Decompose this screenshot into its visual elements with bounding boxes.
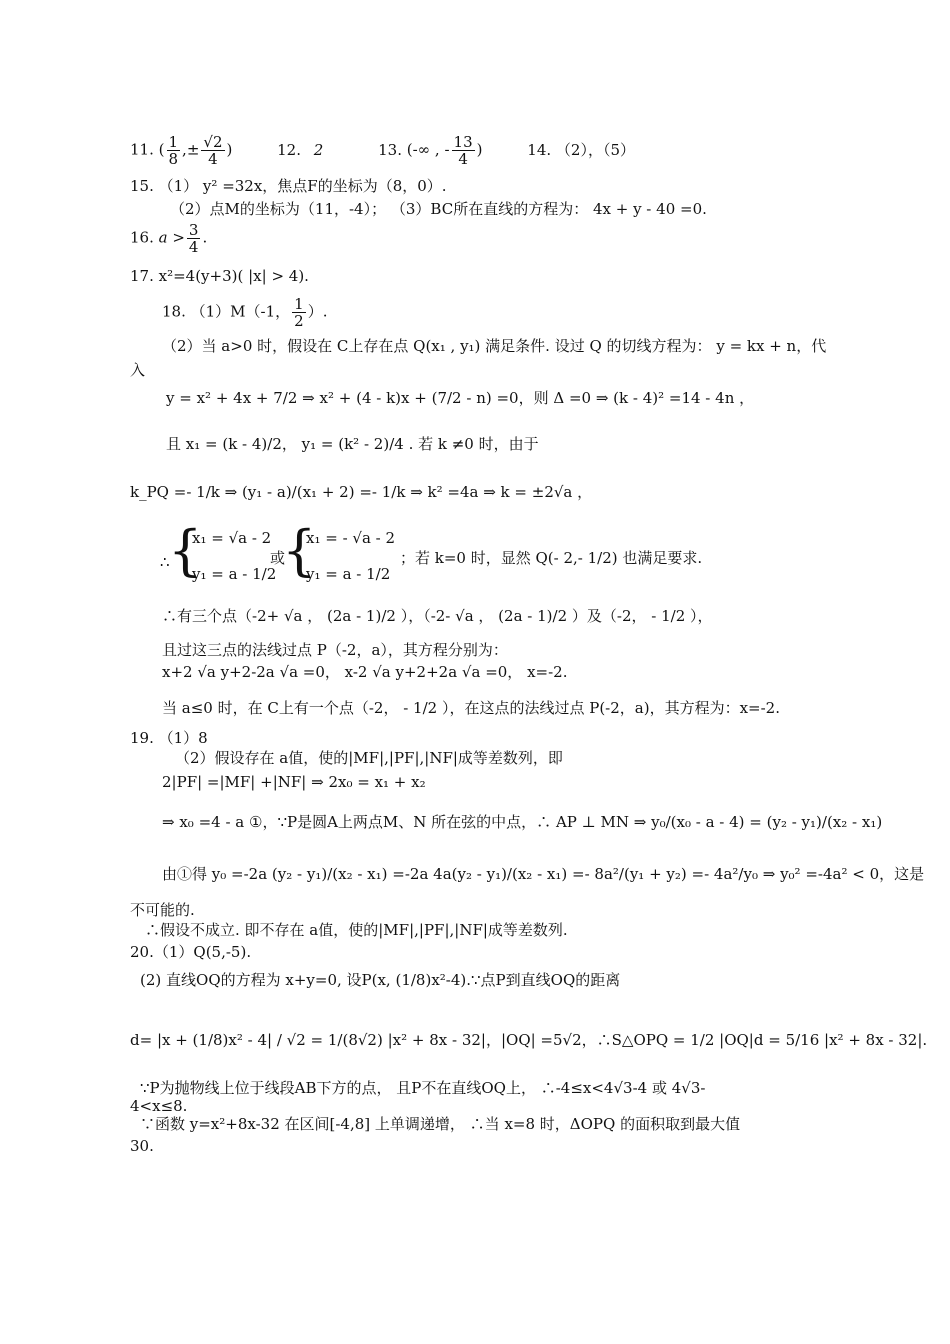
q19-line4: ⇒ x₀ =4 - a ①，∵P是圆A上两点M、N 所在弦的中点，∴ AP ⊥ MN ⇒ y₀/(x₀ - a - 4) = (y₂ - y₁)/(x₂ - x₁) bbox=[162, 813, 883, 831]
fraction-den: 4 bbox=[188, 238, 199, 256]
answer-13-label: 13. bbox=[378, 140, 402, 159]
q19-line5: 由①得 y₀ =-2a (y₂ - y₁)/(x₂ - x₁) =-2a 4a(y₂ - y₁)/(x₂ - x₁) =- 8a²/(y₁ + y₂) =- 4a²/y₀ ⇒ y₀² =-4a² < 0，这是 bbox=[162, 865, 925, 883]
q18-line5: 且 x₁ = (k - 4)/2， y₁ = (k² - 2)/4 . 若 k ≠0 时，由于 bbox=[166, 435, 539, 453]
q16 bbox=[130, 222, 207, 255]
q19-line2: （2）假设存在 a值，使的|MF|,|PF|,|NF|成等差数列，即 bbox=[175, 749, 563, 767]
q18-line8: ∴有三个点（-2+ √a ， (2a - 1)/2 ），（-2- √a ， (2a - 1)/2 ）及（-2， - 1/2 ）， bbox=[162, 607, 713, 625]
system1-eq2: y₁ = a - 1/2 bbox=[192, 565, 277, 583]
answer-11-mid: ,± bbox=[182, 140, 200, 159]
fraction-num: 1 bbox=[168, 133, 179, 151]
system2-eq2: y₁ = a - 1/2 bbox=[306, 565, 391, 583]
q18-line3: 入 bbox=[130, 361, 146, 379]
q18-line2: （2）当 a>0 时，假设在 C上存在点 Q(x₁ , y₁) 满足条件. 设过 Q 的切线方程为： y = kx + n，代 bbox=[162, 337, 827, 355]
q18-line4: y = x² + 4x + 7/2 ⇒ x² + (4 - k)x + (7/2 - n) =0，则 Δ =0 ⇒ (k - 4)² =14 - 4n ， bbox=[166, 389, 755, 407]
fraction-den: 4 bbox=[208, 150, 218, 168]
fraction-num: √2 bbox=[203, 133, 223, 151]
answer-13-end: ) bbox=[476, 140, 483, 159]
answer-13-interval: (-∞ , - bbox=[406, 140, 450, 159]
q16-end: . bbox=[202, 228, 208, 247]
fraction bbox=[452, 134, 475, 167]
fraction-num: 1 bbox=[294, 295, 304, 313]
q20-line3: d= |x + (1/8)x² - 4| / √2 = 1/(8√2) |x² + 8x - 32|，|OQ| =5√2，∴S△OPQ = 1/2 |OQ|d = 5/16 |x² + 8x - 32|. bbox=[130, 1031, 928, 1049]
q20-line7: 30. bbox=[130, 1137, 154, 1155]
answers-11-14 bbox=[130, 134, 635, 167]
fraction-den: 2 bbox=[294, 312, 304, 330]
q15-line1: 15. （1） y² =32x，焦点F的坐标为（8，0）. bbox=[130, 177, 447, 195]
q16-var: a > bbox=[158, 228, 185, 247]
left-brace-icon: { bbox=[282, 519, 317, 582]
fraction bbox=[187, 222, 201, 255]
q20-line6: ∵函数 y=x²+8x-32 在区间[-4,8] 上单调递增， ∴当 x=8 时，ΔOPQ 的面积取到最大值 bbox=[140, 1115, 741, 1133]
q18-line11: 当 a≤0 时，在 C上有一个点（-2， - 1/2 ），在这点的法线过点 P(-2，a)，其方程为：x=-2. bbox=[162, 699, 780, 717]
q17: 17. x²=4(y+3)( |x| > 4). bbox=[130, 267, 309, 285]
fraction bbox=[292, 296, 306, 329]
q18-part1-end: ）. bbox=[307, 302, 328, 321]
answer-11-paren: ) bbox=[226, 140, 233, 159]
answer-11-label: 11. bbox=[130, 140, 154, 159]
answer-11-paren: ( bbox=[158, 140, 165, 159]
fraction-den: 8 bbox=[168, 150, 179, 168]
q19-line1: 19. （1）8 bbox=[130, 729, 208, 747]
answer-14: 14. （2），（5） bbox=[527, 140, 635, 159]
fraction bbox=[167, 134, 181, 167]
q18-line7-tail: ；若 k=0 时，显然 Q(- 2,- 1/2) 也满足要求. bbox=[400, 549, 703, 567]
q18-line9: 且过这三点的法线过点 P（-2，a），其方程分别为： bbox=[162, 641, 508, 659]
q18-part1: 18. （1）M（-1， bbox=[162, 302, 291, 321]
q20-line1: 20.（1）Q(5,-5). bbox=[130, 943, 252, 961]
q20-line2: (2) 直线OQ的方程为 x+y=0, 设P(x, (1/8)x²-4).∵点P到直线OQ的距离 bbox=[140, 971, 621, 989]
system2-eq1: x₁ = - √a - 2 bbox=[306, 529, 396, 547]
fraction-num: 13 bbox=[453, 133, 473, 151]
answer-12-label: 12. bbox=[277, 140, 301, 159]
q18-line1 bbox=[162, 296, 327, 329]
q18-line10: x+2 √a y+2-2a √a =0， x-2 √a y+2+2a √a =0， x=-2. bbox=[162, 663, 568, 681]
answer-12-value: 2 bbox=[313, 140, 324, 159]
q19-line7: ∴假设不成立. 即不存在 a值，使的|MF|,|PF|,|NF|成等差数列. bbox=[145, 921, 568, 939]
fraction bbox=[201, 134, 224, 167]
system1-eq1: x₁ = √a - 2 bbox=[192, 529, 272, 547]
fraction-den: 4 bbox=[458, 150, 468, 168]
q19-line6: 不可能的. bbox=[130, 901, 195, 919]
left-brace-icon: { bbox=[168, 519, 203, 582]
q16-label: 16. bbox=[130, 228, 154, 247]
therefore-symbol: ∴ bbox=[160, 553, 170, 571]
q19-line3: 2|PF| =|MF| +|NF| ⇒ 2x₀ = x₁ + x₂ bbox=[162, 773, 426, 791]
fraction-num: 3 bbox=[188, 221, 199, 239]
q20-line4: ∵P为抛物线上位于线段AB下方的点， 且P不在直线OQ上， ∴-4≤x<4√3-4 或 4√3- bbox=[140, 1079, 706, 1097]
q18-line6: k_PQ =- 1/k ⇒ (y₁ - a)/(x₁ + 2) =- 1/k ⇒ k² =4a ⇒ k = ±2√a ， bbox=[130, 483, 593, 501]
or-word: 或 bbox=[270, 549, 286, 567]
q15-line2: （2）点M的坐标为（11，-4）； （3）BC所在直线的方程为： 4x + y - 40 =0. bbox=[170, 200, 707, 218]
q20-line5: 4<x≤8. bbox=[130, 1097, 188, 1115]
